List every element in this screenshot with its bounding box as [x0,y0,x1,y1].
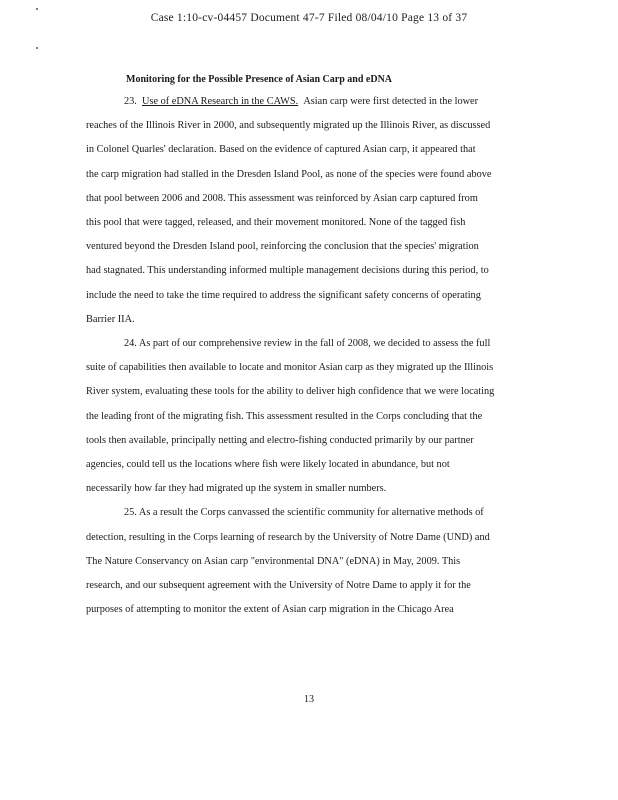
paragraph-line: purposes of attempting to monitor the extent of Asian carp migration in the Chicago Area [86,604,454,616]
paragraph-line: The Nature Conservancy on Asian carp "environmental DNA" (eDNA) in May, 2009. This [86,555,461,567]
paragraph-line: suite of capabilities then available to locate and monitor Asian carp as they migrated up the Illinois [86,362,494,374]
paragraph-line: the leading front of the migrating fish. This assessment resulted in the Corps concluding that the [86,410,483,422]
underlined-subheading: Use of eDNA Research in the CAWS. [142,96,299,107]
paragraph-line: the carp migration had stalled in the Dresden Island Pool, as none of the species were found above [86,168,492,180]
paragraph-line: tools then available, principally netting and electro-fishing conducted primarily by our partner [86,434,474,446]
paragraph-24 [86,332,516,501]
paragraph-line: detection, resulting in the Corps learning of research by the University of Notre Dame (UND) and [86,531,490,543]
document-body [86,90,516,622]
paragraph-line: River system, evaluating these tools for the ability to deliver high confidence that we were locating [86,386,495,398]
scan-speck [36,8,38,10]
paragraph-line: 23. Use of eDNA Research in the CAWS. Asian carp were first detected in the lower [124,96,479,107]
paragraph-23 [86,90,516,332]
scan-speck [36,47,38,49]
paragraph-25 [86,501,516,622]
paragraph-line: this pool that were tagged, released, and their movement monitored. None of the tagged fish [86,217,466,229]
paragraph-line: 25. As a result the Corps canvassed the scientific community for alternative methods of [124,507,484,519]
paragraph-line: Barrier IIA. [86,313,135,325]
paragraph-line: that pool between 2006 and 2008. This assessment was reinforced by Asian carp captured from [86,192,478,204]
paragraph-line: in Colonel Quarles' declaration. Based on the evidence of captured Asian carp, it appeared that [86,144,476,156]
paragraph-line: 24. As part of our comprehensive review in the fall of 2008, we decided to assess the full [124,338,491,350]
paragraph-line: had stagnated. This understanding informed multiple management decisions during this period, to [86,265,489,277]
paragraph-line: necessarily how far they had migrated up the system in smaller numbers. [86,483,387,495]
paragraph-line: include the need to take the time required to address the significant safety concerns of operating [86,289,481,301]
section-heading: Monitoring for the Possible Presence of Asian Carp and eDNA [126,74,393,85]
paragraph-line: agencies, could tell us the locations where fish were likely located in abundance, but not [86,459,450,471]
court-filing-header: Case 1:10-cv-04457 Document 47-7 Filed 08/04/10 Page 13 of 37 [150,12,468,24]
paragraph-line: ventured beyond the Dresden Island pool, reinforcing the conclusion that the species' migration [86,241,479,253]
paragraph-number: 23. [124,96,137,107]
paragraph-line: reaches of the Illinois River in 2000, and subsequently migrated up the Illinois River, as discussed [86,120,491,132]
paragraph-line: research, and our subsequent agreement with the University of Notre Dame to apply it for the [86,580,471,592]
page-number: 13 [304,694,314,705]
